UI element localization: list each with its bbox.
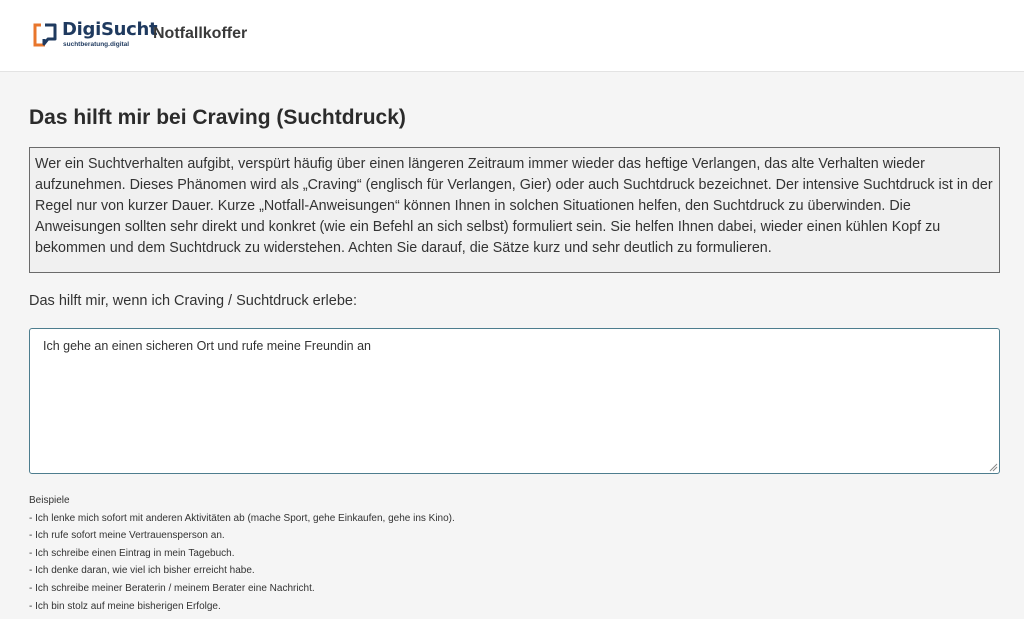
brand-name: DigiSucht [62,19,158,40]
page-title: Das hilft mir bei Craving (Suchtdruck) [29,106,406,129]
example-item: - Ich bin stolz auf meine bisherigen Erfolge. [29,600,221,612]
example-item: - Ich schreibe meiner Beraterin / meinem Berater eine Nachricht. [29,582,315,594]
resize-handle-icon[interactable] [989,463,998,472]
examples-section [29,492,729,615]
example-item: - Ich lenke mich sofort mit anderen Aktivitäten ab (mache Sport, gehe Einkaufen, gehe ins Kino). [29,512,455,524]
examples-heading: Beispiele [29,495,70,506]
brand-subtitle: suchtberatung.digital [63,41,130,48]
app-title: Notfallkoffer [153,25,248,42]
example-item: - Ich schreibe einen Eintrag in mein Tagebuch. [29,547,235,559]
digisucht-logo[interactable] [32,19,158,52]
craving-answer-textarea[interactable] [29,328,1000,474]
example-item: - Ich rufe sofort meine Vertrauensperson an. [29,530,225,542]
answer-field-label: Das hilft mir, wenn ich Craving / Suchtdruck erlebe: [29,293,357,309]
info-text-box: Wer ein Suchtverhalten aufgibt, verspürt häufig über einen längeren Zeitraum immer wieder das heftige Verlangen, das alte Verhalten wieder aufzunehmen. Dieses Phänomen wird als „Craving“ (englisch für Verlangen, Gier) oder auch Suchtdruck bezeichnet. Der intensive Suchtdruck ist in der Regel nur von kurzer Dauer. Kurze „Notfall-Anweisungen“ können Ihnen in solchen Situationen helfen, den Suchtdruck zu überwinden. Die Anweisungen sollten sehr direkt und konkret (wie ein Befehl an sich selbst) formuliert sein. Sie helfen Ihnen dabei, wieder einen kühlen Kopf zu bekommen und dem Suchtdruck zu widerstehen. Achten Sie darauf, die Sätze kurz und sehr deutlich zu formulieren. [29,147,1000,273]
example-item: - Ich denke daran, wie viel ich bisher erreicht habe. [29,565,255,577]
top-bar [0,0,1024,72]
speech-bubble-logo-icon [32,22,58,48]
